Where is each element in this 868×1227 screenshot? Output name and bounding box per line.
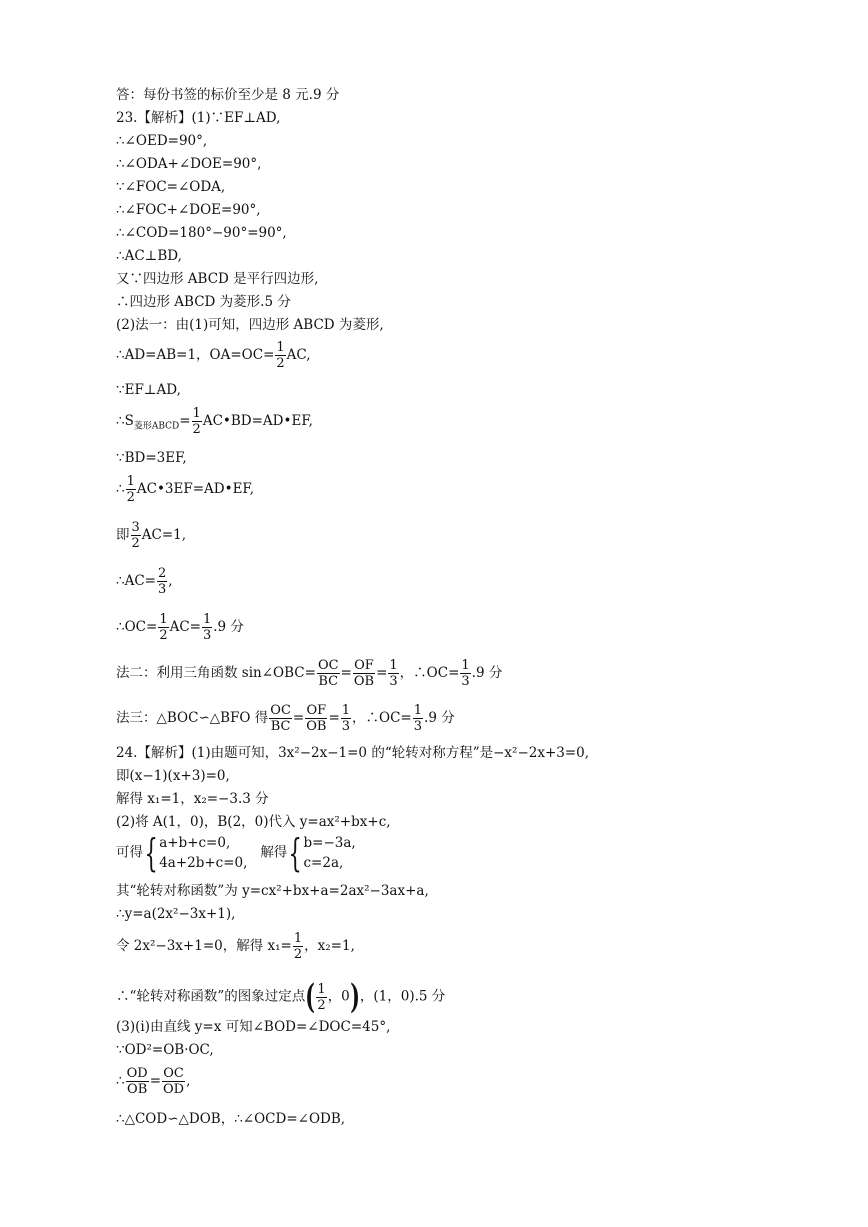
text-segment: 法二：利用三角函数 sin∠OBC= [116, 665, 316, 681]
fraction [131, 520, 141, 551]
right-paren: ) [350, 977, 360, 1017]
fraction [388, 658, 398, 689]
denominator: 3 [389, 674, 398, 689]
text-segment: 解得 [260, 844, 288, 861]
numerator: OC [317, 658, 339, 673]
numerator: 1 [293, 931, 303, 946]
text-line: 24.【解析】(1)由题可知，3x²−2x−1=0 的“轮转对称方程”是−x²−2x+3=0, [116, 745, 590, 761]
text-line: ∴四边形 ABCD 为菱形.5 分 [116, 294, 291, 310]
fraction [316, 982, 326, 1013]
text-segment: AC=1, [141, 527, 187, 543]
fraction [202, 612, 212, 643]
text-segment: AC•3EF=AD•EF, [136, 481, 254, 497]
fraction [126, 474, 136, 505]
denominator: 2 [126, 490, 135, 505]
math-line [116, 406, 313, 437]
text-segment: ∴S [116, 413, 134, 429]
fraction [157, 566, 167, 597]
fraction [460, 658, 470, 689]
math-line [116, 474, 254, 505]
fraction [305, 703, 327, 734]
text-segment: AC, [286, 347, 311, 363]
text-line: 解得 x₁=1，x₂=−3.3 分 [116, 791, 269, 807]
text-line: (3)(ⅰ)由直线 y=x 可知∠BOD=∠DOC=45°, [116, 1019, 391, 1035]
text-line: 又∵四边形 ABCD 是平行四边形, [116, 271, 319, 287]
text-line: (2)法一：由(1)可知，四边形 ABCD 为菱形, [116, 317, 384, 333]
math-line [116, 833, 356, 873]
text-segment: = [376, 665, 388, 681]
text-line: ∴∠FOC+∠DOE=90°, [116, 202, 261, 218]
text-segment: ，(1，0).5 分 [359, 988, 446, 1005]
subscript: 菱形ABCD [133, 421, 180, 432]
equation: 4a+2b+c=0, [159, 855, 248, 871]
text-line: ∴∠COD=180°−90°=90°, [116, 225, 287, 241]
math-line [116, 931, 355, 962]
text-segment: ，x₂=1, [304, 938, 355, 954]
text-line: ∴∠OED=90°, [116, 133, 208, 149]
text-line: ∵∠FOC=∠ODA, [116, 179, 226, 195]
denominator: 3 [413, 719, 423, 734]
text-line: (2)将 A(1，0)，B(2，0)代入 y=ax²+bx+c, [116, 814, 391, 830]
text-line: ∵OD²=OB·OC, [116, 1042, 214, 1058]
denominator: 2 [131, 536, 140, 551]
fraction [269, 703, 292, 734]
math-line [116, 977, 446, 1017]
text-segment: , [186, 1073, 191, 1089]
math-line [116, 612, 244, 643]
left-paren: ( [305, 977, 316, 1017]
fraction [293, 931, 303, 962]
math-line [116, 566, 173, 597]
fraction [158, 612, 168, 643]
denominator: BC [270, 719, 291, 734]
math-line [116, 520, 186, 551]
fraction [162, 1066, 185, 1097]
math-line: ∴ $\frac{OD}{OB}$ = $\frac{OC}{OD}$ , [116, 1066, 191, 1097]
denominator: OB [306, 719, 327, 734]
numerator: OF [354, 658, 374, 673]
denominator: OB [353, 674, 375, 689]
text-segment: ∴OC= [116, 619, 158, 635]
numerator: 1 [202, 612, 212, 627]
text-segment: AC•BD=AD•EF, [202, 413, 313, 429]
denominator: 2 [317, 997, 326, 1013]
text-segment: ，∴OC= [399, 665, 460, 681]
numerator: 2 [157, 566, 167, 581]
denominator: 3 [202, 628, 212, 643]
text-line: ∴△COD∽△DOB，∴∠OCD=∠ODB, [116, 1111, 346, 1127]
numerator: 3 [131, 520, 140, 535]
equation: b=−3a, [303, 835, 356, 851]
denominator: 3 [341, 719, 351, 734]
text-segment: ，∴OC= [352, 710, 412, 726]
fraction [275, 340, 285, 371]
text-line: ∴∠ODA+∠DOE=90°, [116, 156, 262, 172]
text-segment: ，0 [327, 988, 350, 1005]
text-segment: 令 2x²−3x+1=0，解得 x₁= [116, 938, 292, 954]
numerator: 1 [317, 981, 326, 997]
fraction [341, 703, 351, 734]
text-segment: 法三：△BOC∽△BFO 得 [116, 710, 269, 726]
text-segment: .9 分 [213, 619, 244, 635]
text-segment: = [179, 413, 191, 429]
text-segment: ∴AD=AB=1，OA=OC= [116, 347, 275, 363]
denominator: 2 [159, 628, 168, 643]
denominator: 2 [276, 356, 285, 371]
denominator: OD [163, 1082, 185, 1097]
equation-system [159, 833, 247, 873]
math-line [116, 703, 455, 734]
numerator: 1 [276, 340, 285, 355]
text-segment: = [292, 710, 305, 726]
text-segment: = [340, 665, 352, 681]
numerator: 1 [389, 658, 398, 673]
fraction [413, 703, 423, 734]
numerator: 1 [192, 406, 201, 421]
text-segment: 即 [116, 527, 130, 543]
denominator: BC [318, 674, 339, 689]
numerator: OF [306, 703, 327, 718]
text-line: 答：每份书签的标价至少是 8 元.9 分 [116, 87, 340, 103]
text-segment: .9 分 [424, 710, 455, 726]
math-line [116, 658, 502, 689]
text-segment: ∴ [116, 481, 125, 497]
fraction [317, 658, 340, 689]
text-segment: ∴“轮转对称函数”的图象过定点 [116, 988, 306, 1005]
numerator: 1 [159, 612, 168, 627]
text-segment: , [168, 573, 173, 589]
text-line: 23.【解析】(1)∵EF⊥AD, [116, 110, 281, 126]
text-segment: .9 分 [471, 665, 503, 681]
text-segment: ∴ [116, 1073, 125, 1089]
text-line: ∴AC⊥BD, [116, 248, 182, 264]
text-segment: ∴AC= [116, 573, 156, 589]
equation: a+b+c=0, [159, 835, 231, 851]
denominator: OB [127, 1082, 148, 1097]
text-segment: AC= [169, 619, 201, 635]
text-line: 即(x−1)(x+3)=0, [116, 768, 230, 784]
fraction [353, 658, 375, 689]
numerator: 1 [341, 703, 351, 718]
equation: c=2a, [303, 855, 344, 871]
equation-system [304, 833, 356, 873]
numerator: 1 [461, 658, 470, 673]
left-brace: { [288, 831, 303, 875]
numerator: OC [270, 703, 291, 718]
left-brace: { [144, 831, 158, 875]
numerator: 1 [413, 703, 423, 718]
denominator: 2 [192, 422, 201, 437]
denominator: 3 [461, 674, 470, 689]
fraction [126, 1066, 149, 1097]
math-line [116, 340, 311, 371]
numerator: OD [126, 1066, 148, 1081]
text-line: ∵BD=3EF, [116, 450, 187, 466]
denominator: 3 [157, 582, 167, 597]
text-segment: = [328, 710, 340, 726]
text-segment: 可得 [116, 844, 143, 861]
numerator: OC [163, 1066, 184, 1081]
numerator: 1 [126, 474, 135, 489]
text-line: ∵EF⊥AD, [116, 382, 181, 398]
fraction [192, 406, 202, 437]
text-line: ∴y=a(2x²−3x+1), [116, 906, 236, 922]
text-line: 其“轮转对称函数”为 y=cx²+bx+a=2ax²−3ax+a, [116, 883, 429, 899]
denominator: 2 [293, 947, 303, 962]
